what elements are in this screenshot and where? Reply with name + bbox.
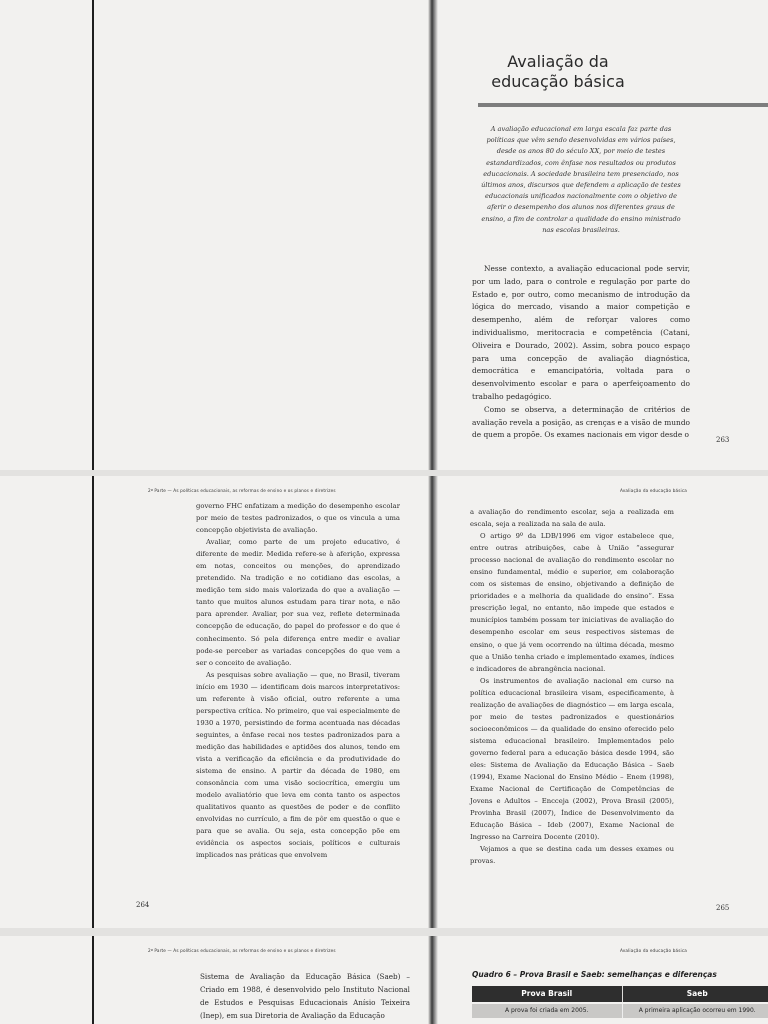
- table-header-prova-brasil: Prova Brasil: [521, 989, 573, 998]
- table-row: [472, 1004, 768, 1018]
- table-cell: A prova foi criada em 2005.: [505, 1007, 589, 1014]
- book-binding: [428, 476, 438, 928]
- paragraph: Os instrumentos de avaliação nacional em curso na política educacional brasileira visam, especificamente, à realização de avaliações de diagnóstico — em larga escala, por meio de testes padronizados e questionários socioeconômicos — da qualidade do ensino oferecido pelo sistema educacional brasileiro. Implementados pelo governo federal para a educação básica desde 1994, são eles: Sistema de Avaliação da Educação Básica – Saeb (1994), Exame Nacional do Ensino Médio – Enem (1998), Exame Nacional de Certificação de Competências de Jovens e Adultos – Encceja (2002), Prova Brasil (2005), Provinha Brasil (2007), Índice de Desenvolvimento da Educação Básica – Ideb (2007), Exame Nacional de Ingresso na Carreira Docente (2010).: [470, 676, 674, 842]
- running-head-right: Avaliação da educação básica: [620, 948, 688, 953]
- spread-pages-266-267: [0, 936, 768, 1024]
- paragraph: Avaliar, como parte de um projeto educativo, é diferente de medir. Medida refere-se à aferição, expressa em notas, conceitos ou menções, do aprendizado pretendido. Na tradição e no cotidiano das escolas, a medição tem sido mais valorizada do que a avaliação — tanto que muitos alunos estudam para tirar nota, e não para aprender. Avaliar, por sua vez, reflete determinada concepção de educação, do papel do professor e do que é conhecimento. Só pela diferença entre medir e avaliar pode-se perceber as variadas concepções do que vem a ser o conceito de avaliação.: [196, 538, 400, 667]
- page-number-right: 265: [716, 904, 730, 912]
- chapter-title-line-1: Avaliação da: [507, 52, 609, 71]
- title-rule: [478, 103, 768, 107]
- running-head-left: 2ª Parte — As políticas educacionais, as reformas de ensino e os planos e diretrizes: [148, 948, 336, 953]
- body-text-263: [472, 263, 690, 442]
- running-head-right: Avaliação da educação básica: [620, 488, 688, 493]
- book-binding: [428, 0, 438, 470]
- section-saeb-text: Sistema de Avaliação da Educação Básica (Saeb) – Criado em 1988, é desenvolvido pelo Instituto Nacional de Estudos e Pesquisas Educacionais Anísio Teixeira (Inep), em sua Diretoria de Avaliação da Educação: [200, 972, 410, 1020]
- book-binding: [428, 936, 438, 1024]
- comparison-table: [472, 986, 768, 1018]
- paragraph: As pesquisas sobre avaliação — que, no Brasil, tiveram início em 1930 — identificam dois marcos interpretativos: um referente à visão oficial, outro referente a uma perspectiva crítica. No primeiro, que vai especialmente de 1930 a 1970, persistindo de forma acentuada nas décadas seguintes, a ênfase recai nos testes padronizados para a medição das habilidades e aptidões dos alunos, tendo em vista a verificação da eficiência e da produtividade do sistema de ensino. A partir da década de 1980, em consonância com uma visão sociocrítica, emergiu um modelo avaliatório que leva em conta tanto os aspectos qualitativos quanto as questões de poder e de conflito envolvidas no currículo, a fim de pôr em questão o que e para que se avalia. Ou seja, esta concepção põe em evidência os aspectos sociais, políticos e culturais implicados nas práticas que envolvem: [196, 670, 400, 860]
- page-edge-line: [92, 936, 94, 1024]
- body-text-265: [470, 506, 674, 867]
- paragraph: Vejamos a que se destina cada um desses exames ou provas.: [470, 845, 674, 866]
- paragraph: governo FHC enfatizam a medição do desempenho escolar por meio de testes padronizados, o que os vincula a uma concepção objetivista de avaliação.: [196, 502, 400, 535]
- page-number-left: 264: [136, 901, 150, 909]
- page-edge-line: [92, 0, 94, 470]
- paragraph: Nesse contexto, a avaliação educacional pode servir, por um lado, para o controle e regulação por parte do Estado e, por outro, como mecanismo de introdução da lógica do mercado, visando a maior competição e desempenho, além de reforçar valores como individualismo, meritocracia e competência (Catani, Oliveira e Dourado, 2002). Assim, sobra pouco espaço para uma concepção de avaliação diagnóstica, democrática e emancipatória, voltada para o desenvolvimento escolar e para o aperfeiçoamento do trabalho pedagógico.: [472, 264, 690, 401]
- page-number: 263: [716, 436, 730, 444]
- quadro-title: Quadro 6 – Prova Brasil e Saeb: semelhanças e diferenças: [472, 970, 717, 979]
- chapter-title: [478, 52, 638, 92]
- chapter-title-line-2: educação básica: [491, 72, 625, 91]
- table-header-row: [472, 986, 768, 1002]
- blank-left-page: [0, 0, 432, 470]
- paragraph: Como se observa, a determinação de critérios de avaliação revela a posição, as crenças e a visão de mundo de quem a propõe. Os exames nacionais em vigor desde o: [472, 404, 690, 440]
- paragraph: a avaliação do rendimento escolar, seja a realizada em escala, seja a realizada na sala de aula.: [470, 508, 674, 529]
- body-text-264: [196, 500, 400, 861]
- table-header-saeb: Saeb: [622, 986, 768, 1002]
- spread-pages-264-265: [0, 476, 768, 928]
- spread-pages-262-263: [0, 0, 768, 470]
- paragraph: O artigo 9º da LDB/1996 em vigor estabelece que, entre outras atribuições, cabe à União “assegurar processo nacional de avaliação do rendimento escolar no ensino fundamental, médio e superior, em colaboração com os sistemas de ensino, objetivando a definição de prioridades e a melhoria da qualidade do ensino”. Essa prescrição legal, no entanto, não impede que estados e municípios também possam ter iniciativas de avaliação do desempenho escolar em seus respectivos sistemas de ensino, o que já vem ocorrendo na última década, mesmo que a União tenha criado e implementado exames, índices e indicadores de abrangência nacional.: [470, 532, 674, 673]
- running-head-left: 2ª Parte — As políticas educacionais, as reformas de ensino e os planos e diretrizes: [148, 488, 336, 493]
- chapter-abstract: A avaliação educacional em larga escala faz parte das políticas que vêm sendo desenvolvidas em vários países, desde os anos 80 do século XX, por meio de testes estandardizados, com ênfase nos resultados ou produtos educacionais. A sociedade brasileira tem presenciado, nos últimos anos, discursos que defendem a aplicação de testes educacionais unificados nacionalmente com o objetivo de aferir o desempenho dos alunos nos diferentes graus de ensino, a fim de controlar a qualidade do ensino ministrado nas escolas brasileiras.: [481, 125, 681, 234]
- page-edge-line: [92, 476, 94, 928]
- table-cell: A primeira aplicação ocorreu em 1990.: [622, 1004, 768, 1018]
